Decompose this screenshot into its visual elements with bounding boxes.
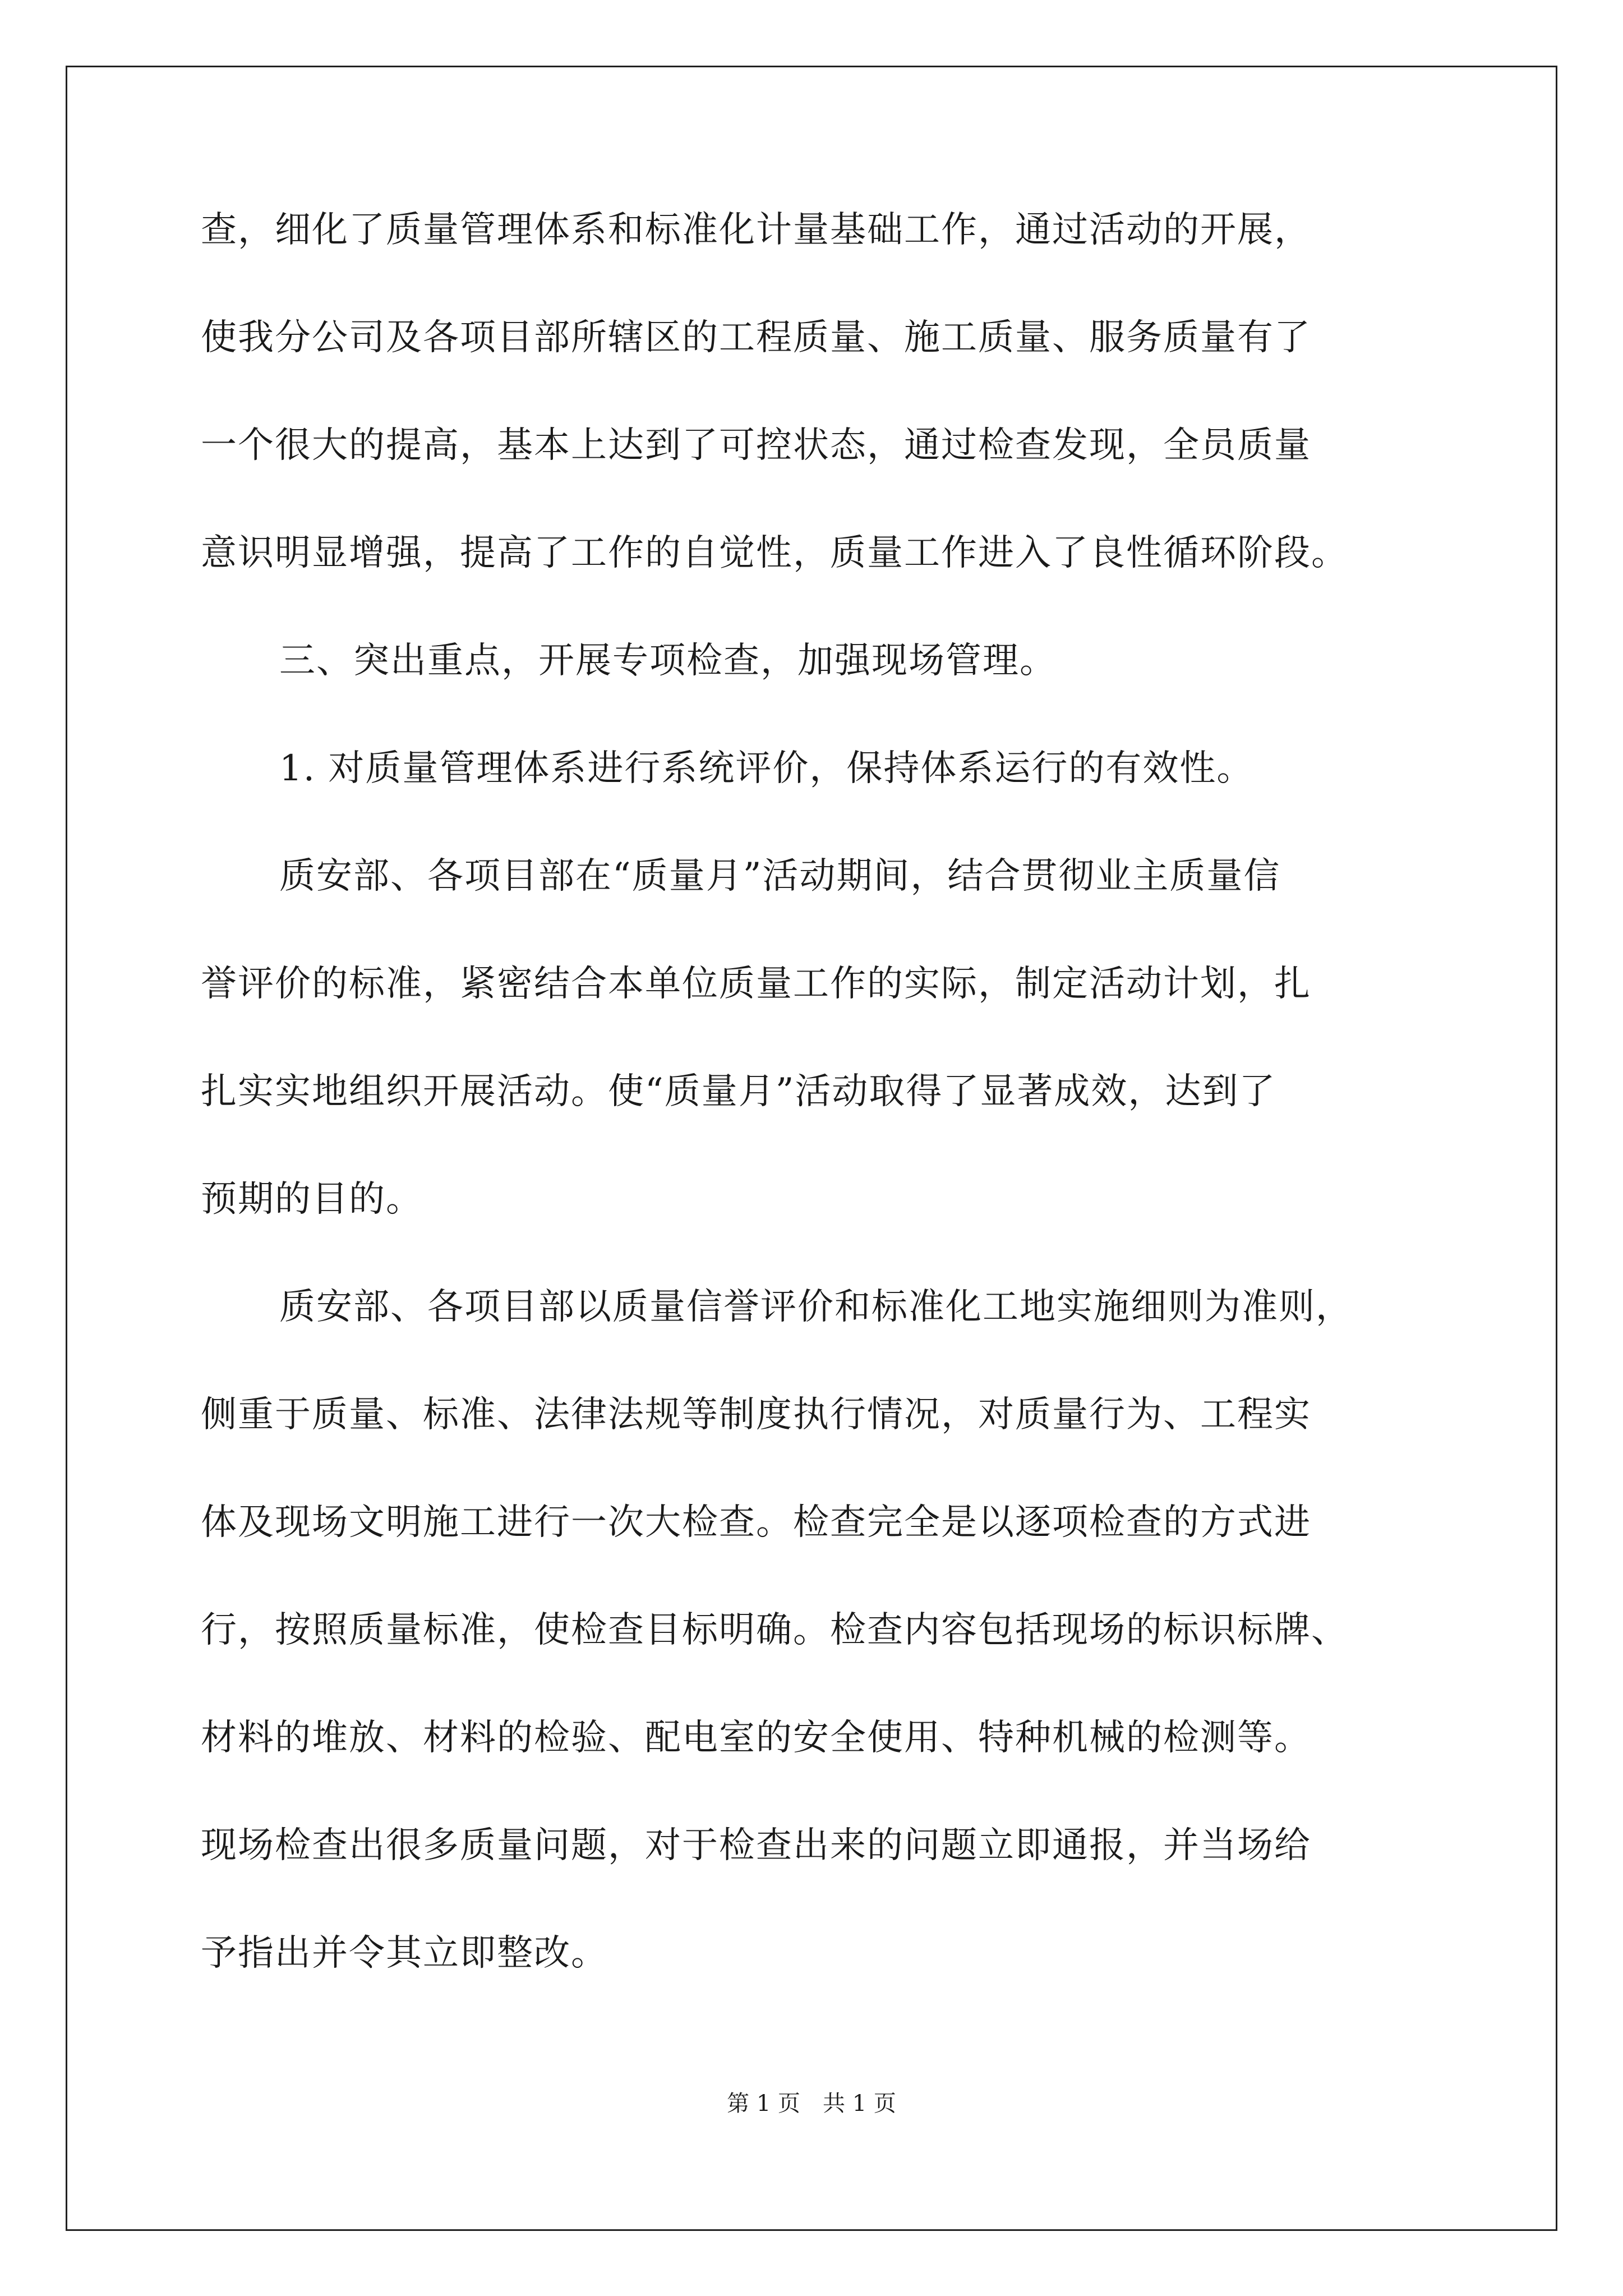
text-line: 质安部、各项目部在“质量月”活动期间，结合贯彻业主质量信 (279, 855, 1281, 897)
text-line: 体及现场文明施工进行一次大检查。检查完全是以逐项检查的方式进 (201, 1502, 1311, 1543)
text-line: 誉评价的标准，紧密结合本单位质量工作的实际，制定活动计划，扎 (201, 963, 1311, 1005)
text-line: 现场检查出很多质量问题，对于检查出来的问题立即通报，并当场给 (201, 1825, 1311, 1866)
text-line: 查，细化了质量管理体系和标准化计量基础工作，通过活动的开展， (201, 209, 1311, 251)
text-line: 意识明显增强，提高了工作的自觉性，质量工作进入了良性循环阶段。 (201, 532, 1348, 574)
text-line: 材料的堆放、材料的检验、配电室的安全使用、特种机械的检测等。 (201, 1717, 1311, 1759)
text-line: 侧重于质量、标准、法律法规等制度执行情况，对质量行为、工程实 (201, 1394, 1311, 1435)
text-line: 扎实实地组织开展活动。使“质量月”活动取得了显著成效，达到了 (201, 1071, 1276, 1112)
text-line: 行，按照质量标准，使检查目标明确。检查内容包括现场的标识标牌、 (201, 1609, 1348, 1651)
page-border (66, 66, 1557, 2231)
page-number-footer: 第 1 页 共 1 页 (727, 2091, 896, 2116)
text-line: 予指出并令其立即整改。 (201, 1932, 608, 1974)
text-line: 预期的目的。 (201, 1179, 423, 1220)
text-line: 质安部、各项目部以质量信誉评价和标准化工地实施细则为准则， (279, 1286, 1353, 1328)
subsection-heading: 1. 对质量管理体系进行系统评价，保持体系运行的有效性。 (279, 748, 1254, 789)
text-line: 使我分公司及各项目部所辖区的工程质量、施工质量、服务质量有了 (201, 317, 1311, 358)
text-line: 一个很大的提高，基本上达到了可控状态，通过检查发现，全员质量 (201, 425, 1311, 466)
section-heading: 三、突出重点，开展专项检查，加强现场管理。 (279, 640, 1057, 682)
